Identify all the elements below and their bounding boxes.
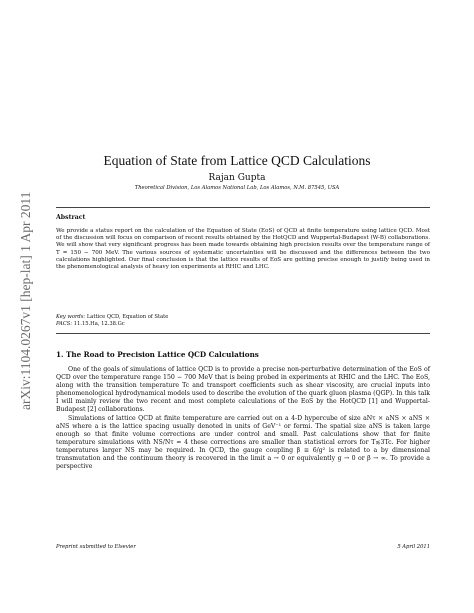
keywords-value: Lattice QCD, Equation of State <box>86 314 169 320</box>
abstract-heading: Abstract <box>56 214 86 221</box>
pacs-label: PACS: <box>56 321 73 327</box>
body-paragraph: Simulations of lattice QCD at finite temperature are carried out on a 4-D hypercube of size aNτ × aNS × aNS × aNS where a is the lattice spacing usually denoted in units of GeV⁻¹ or fermi. The spatial size aNS is taken large enough so that finite volume corrections are under control and small. Past calculations show that for finite temperature simulations with NS/Nτ = 4 these corrections are smaller than statistical errors for T≲3Tc. For higher temperatures larger NS may be required. In QCD, the gauge coupling β ≡ 6/g² is related to a by dimensional transmutation and the continuum theory is recovered in the limit a → 0 or equivalently g → 0 or β → ∞. To provide a perspective <box>56 414 430 471</box>
section-body <box>56 366 430 471</box>
paper-title: Equation of State from Lattice QCD Calculations <box>103 153 371 168</box>
author-affiliation: Theoretical Division, Los Alamos National Lab, Los Alamos, N.M. 87545, USA <box>134 185 340 191</box>
section-heading: 1. The Road to Precision Lattice QCD Calculations <box>56 350 259 359</box>
abstract-top-rule <box>56 207 430 208</box>
abstract-bottom-rule <box>56 333 430 334</box>
keywords-block <box>56 314 430 328</box>
abstract-body: We provide a status report on the calculation of the Equation of State (EoS) of QCD at finite temperature using lattice QCD. Most of the discussion will focus on comparison of recent results obtained by the HotQCD and Wuppertal-Budapest (W-B) collaborations. We will show that very significant progress has been made towards obtaining high precision results over the temperature range of T = 150 − 700 MeV. The various sources of systematic uncertainties will be discussed and the differences between the two calculations highlighted. Our final conclusion is that the lattice results of EoS are getting precise enough to justify being used in the phenomenological analysis of heavy ion experiments at RHIC and LHC. <box>56 228 430 271</box>
body-paragraph: One of the goals of simulations of lattice QCD is to provide a precise non-perturbative determination of the EoS of QCD over the temperature range 150 − 700 MeV that is being probed in experiments at RHIC and the LHC. The EoS, along with the transition temperature Tc and transport coefficients such as shear viscosity, are crucial inputs into phenomenological hydrodynamical models used to describe the evolution of the quark gluon plasma (QGP). In this talk I will mainly review the two recent and most complete calculations of the EoS by the HotQCD [1] and Wuppertal-Budapest [2] collaborations. <box>56 366 430 414</box>
pacs-line <box>56 321 430 328</box>
author-name: Rajan Gupta <box>208 173 266 183</box>
arxiv-identifier: arXiv:1104.0267v1 [hep-lat] 1 Apr 2011 <box>18 191 33 410</box>
preprint-note: Preprint submitted to Elsevier <box>56 544 136 550</box>
keywords-label: Key words: <box>56 314 86 320</box>
keywords-line <box>56 314 430 321</box>
pacs-value: 11.15.Ha, 12.38.Gc <box>73 321 125 327</box>
preprint-date: 5 April 2011 <box>397 544 430 550</box>
